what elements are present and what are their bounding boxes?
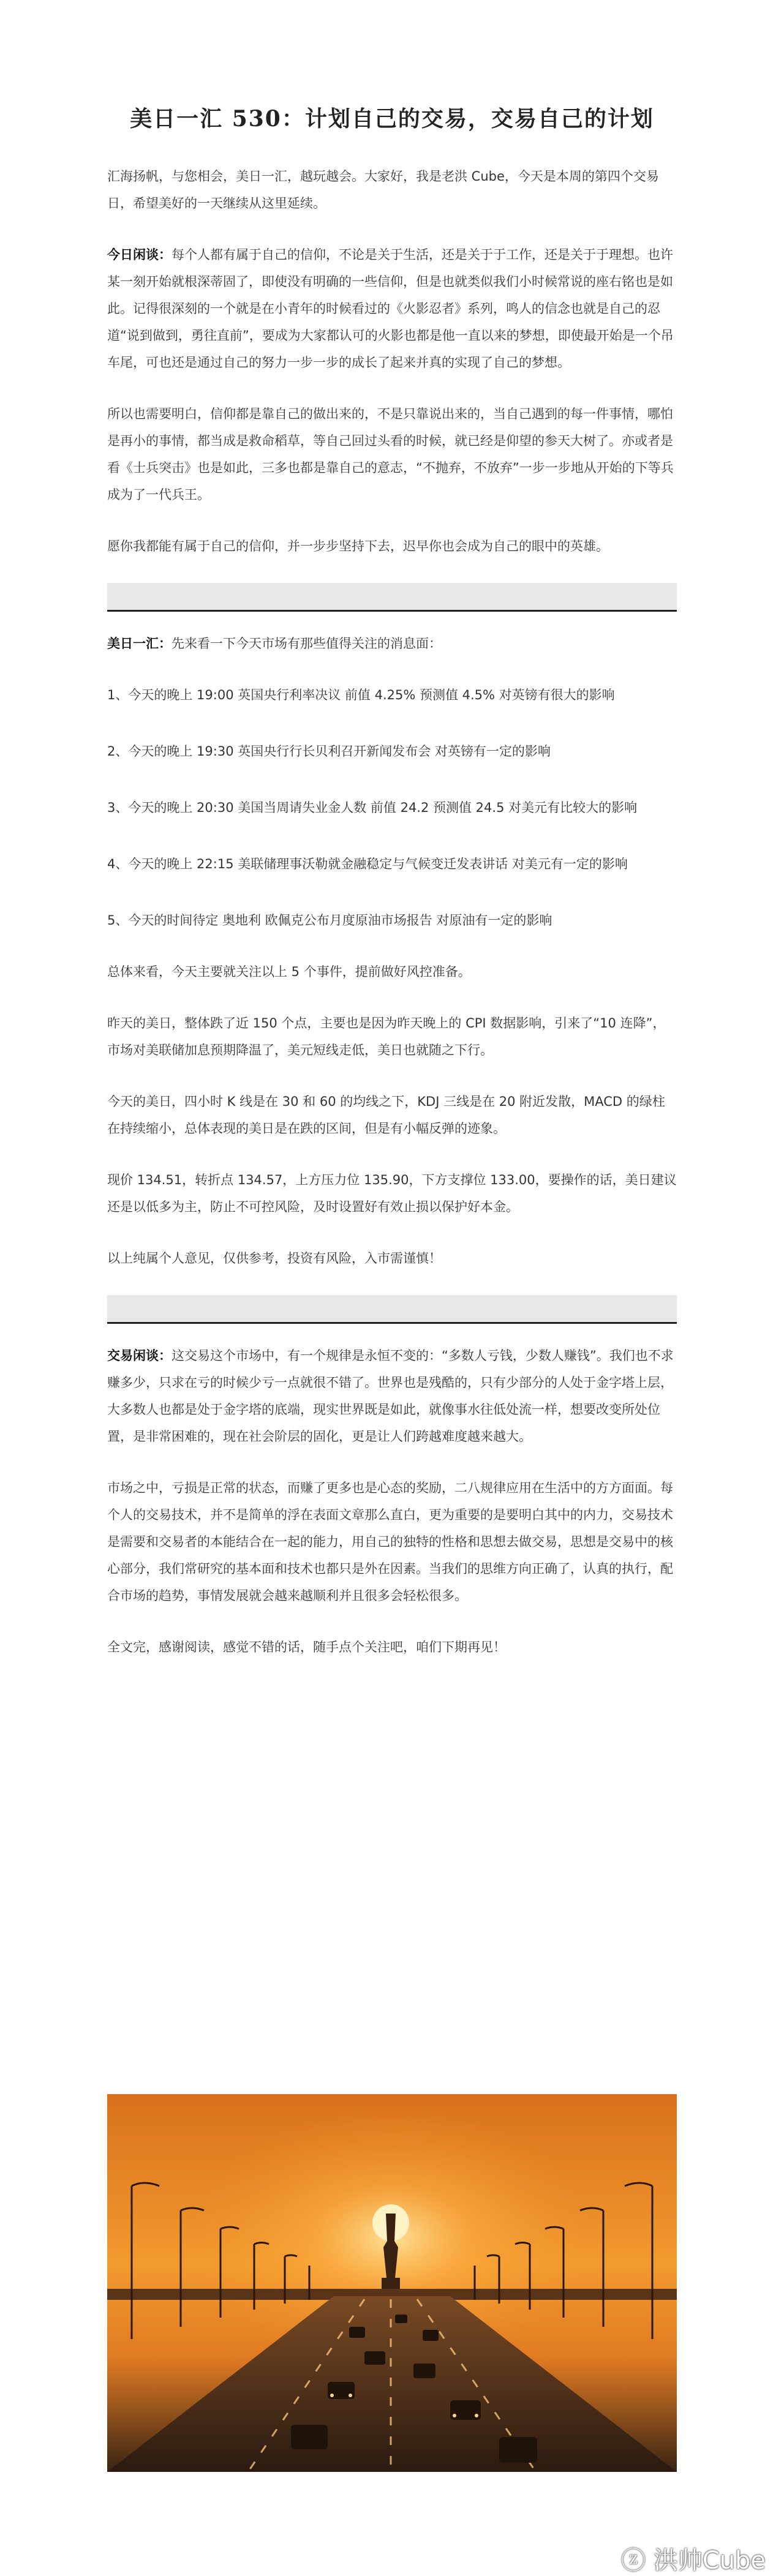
event-item-5: 5、今天的时间待定 奥地利 欧佩克公布月度原油市场报告 对原油有一定的影响 (107, 913, 552, 928)
disclaimer: 以上纯属个人意见，仅供参考，投资有风险，入市需谨慎！ (107, 1251, 442, 1266)
article (107, 0, 677, 1661)
page-title: 美日一汇 530：计划自己的交易，交易自己的计划 (130, 106, 654, 132)
market-summary: 总体来看，今天主要就关注以上 5 个事件，提前做好风控准备。 (107, 964, 471, 979)
market-lead-paragraph (107, 630, 677, 657)
trading-paragraph-1 (107, 1342, 677, 1450)
trading-paragraph-2: 市场之中，亏损是正常的状态，而赚了更多也是心态的奖励，二八规律应用在生活中的方方面面。每个人的交易技术，并不是简单的浮在表面文章那么直白，更为重要的是要明白其中的内力，交易技术是需要和交易者的本能结合在一起的能力，用自己的独特的性格和思想去做交易，思想是交易中的核心部分，我们常研究的基本面和技术也都只是外在因素。当我们的思维方向正确了，认真的执行，配合市场的趋势，事情发展就会越来越顺利并且很多会轻松很多。 (107, 1481, 673, 1603)
reading-paragraph-2: 所以也需要明白，信仰都是靠自己的做出来的，不是只靠说出来的，当自己遇到的每一件事情，哪怕是再小的事情，都当成是救命稻草，等自己回过头看的时候，就已经是仰望的参天大树了。亦或者是看《士兵突击》也是如此，三多也都是靠自己的意志，“不抛弃，不放弃”一步一步地从开始的下等兵成为了一代兵王。 (107, 407, 674, 502)
reading-label: 今日闲谈： (107, 247, 172, 262)
reading-text-1: 每个人都有属于自己的信仰，不论是关于生活，还是关于于工作，还是关于于理想。也许某一刻开始就根深蒂固了，即使没有明确的一些信仰，但是也就类似我们小时候常说的座右铭也是如此。记得很深刻的一个就是在小青年的时候看过的《火影忍者》系列，鸣人的信念也就是自己的忍道“说到做到，勇往直前”，要成为大家都认可的火影也都是他一直以来的梦想，即使最开始是一个吊车尾，可也还是通过自己的努力一步一步的成长了起来并真的实现了自己的梦想。 (107, 247, 674, 370)
trading-text-1: 这交易这个市场中，有一个规律是永恒不变的：“多数人亏钱，少数人赚钱”。我们也不求赚多少，只求在亏的时候少亏一点就很不错了。世界也是残酷的，只有少部分的人处于金字塔上层，大多数人也都是处于金字塔的底端，现实世界既是如此，就像事水往低处流一样，想要改变所处位置，是非常困难的，现在社会阶层的固化，更是让人们跨越难度越来越大。 (107, 1348, 674, 1444)
watermark-text: 洪帅Cube (653, 2547, 766, 2575)
market-label: 美日一汇： (107, 636, 172, 651)
section-divider-2 (107, 1295, 677, 1324)
intro-paragraph: 汇海扬帆，与您相会，美日一汇，越玩越会。大家好，我是老洪 Cube，今天是本周的第四个交易日，希望美好的一天继续从这里延续。 (107, 169, 659, 211)
reading-paragraph-3: 愿你我都能有属于自己的信仰，并一步步坚持下去，迟早你也会成为自己的眼中的英雄。 (107, 539, 609, 554)
event-item-2: 2、今天的晚上 19:30 英国央行行长贝利召开新闻发布会 对英镑有一定的影响 (107, 744, 551, 759)
market-levels-paragraph: 现价 134.51，转折点 134.57，上方压力位 135.90，下方支撑位 133.00，要操作的话，美日建议还是以低多为主，防止不可控风险，及时设置好有效止损以保护好本金。 (107, 1173, 677, 1214)
section-divider-1 (107, 583, 677, 612)
event-item-4: 4、今天的晚上 22:15 美联储理事沃勒就金融稳定与气候变迁发表讲话 对美元有一定的影响 (107, 857, 628, 871)
market-today-paragraph: 今天的美日，四小时 K 线是在 30 和 60 的均线之下，KDJ 三线是在 20 附近发散，MACD 的绿柱在持续缩小，总体表现的美日是在跌的区间，但是有小幅反弹的迹象。 (107, 1094, 665, 1136)
zhihu-like-logo-icon: ⓩ (621, 2547, 646, 2575)
market-yesterday-paragraph: 昨天的美日，整体跌了近 150 个点，主要也是因为昨天晚上的 CPI 数据影响，引来了“10 连降”，市场对美联储加息预期降温了，美元短线走低，美日也就随之下行。 (107, 1016, 666, 1057)
reading-paragraph-1 (107, 241, 677, 376)
trading-label: 交易闲谈： (107, 1348, 172, 1363)
market-lead: 先来看一下今天市场有那些值得关注的消息面： (172, 636, 442, 651)
closing-paragraph: 全文完，感谢阅读，感觉不错的话，随手点个关注吧，咱们下期再见！ (107, 1640, 506, 1654)
watermark (621, 2541, 766, 2576)
event-item-3: 3、今天的晚上 20:30 美国当周请失业金人数 前值 24.2 预测值 24.5 对美元有比较大的影响 (107, 800, 638, 815)
event-item-1: 1、今天的晚上 19:00 英国央行利率决议 前值 4.25% 预测值 4.5% 对英镑有很大的影响 (107, 688, 615, 702)
sunset-road-photo (107, 2094, 677, 2472)
